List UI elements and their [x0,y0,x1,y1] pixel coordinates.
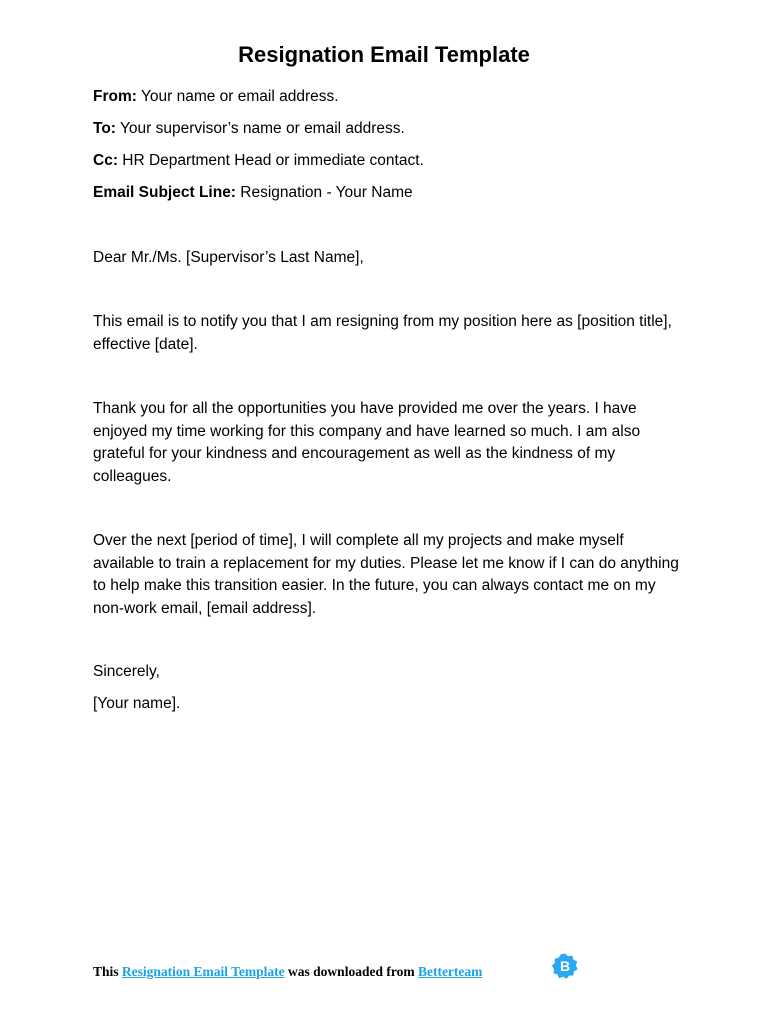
betterteam-link[interactable]: Betterteam [417,964,483,979]
to-label: To: [93,120,116,137]
betterteam-logo-icon[interactable] [551,952,579,980]
cc-label: Cc: [93,152,118,169]
to-value: Your supervisor’s name or email address. [115,120,405,137]
from-value: Your name or email address. [136,88,339,105]
to-line [93,118,683,141]
from-label: From: [93,88,137,105]
paragraph-notice: This email is to notify you that I am resigning from my position here as [position title], effective [date]. [93,313,672,353]
footer-middle: was downloaded from [284,964,418,979]
subject-line [93,182,683,205]
signature: [Your name]. [93,695,181,712]
paragraph-transition: Over the next [period of time], I will complete all my projects and make myself available to train a replacement for my duties. Please let me know if I can do anything to help make this transition easier. In the future, you can always contact me on my non-work email, [email address]. [93,532,679,617]
badge-letter: B [559,958,571,974]
from-line [93,86,683,109]
footer-prefix: This [93,964,122,979]
download-footer [93,962,482,982]
email-header-fields [93,86,683,205]
salutation: Dear Mr./Ms. [Supervisor’s Last Name], [93,249,364,266]
cc-line [93,150,683,173]
template-link[interactable]: Resignation Email Template [121,964,285,979]
cc-value: HR Department Head or immediate contact. [117,152,424,169]
subject-label: Email Subject Line: [93,184,236,201]
closing: Sincerely, [93,663,160,680]
subject-value: Resignation - Your Name [235,184,413,201]
document-title: Resignation Email Template [238,42,530,67]
paragraph-gratitude: Thank you for all the opportunities you have provided me over the years. I have enjoyed my time working for this company and have learned so much. I am also grateful for your kindness and encouragement as well as the kindness of my colleagues. [93,400,641,485]
